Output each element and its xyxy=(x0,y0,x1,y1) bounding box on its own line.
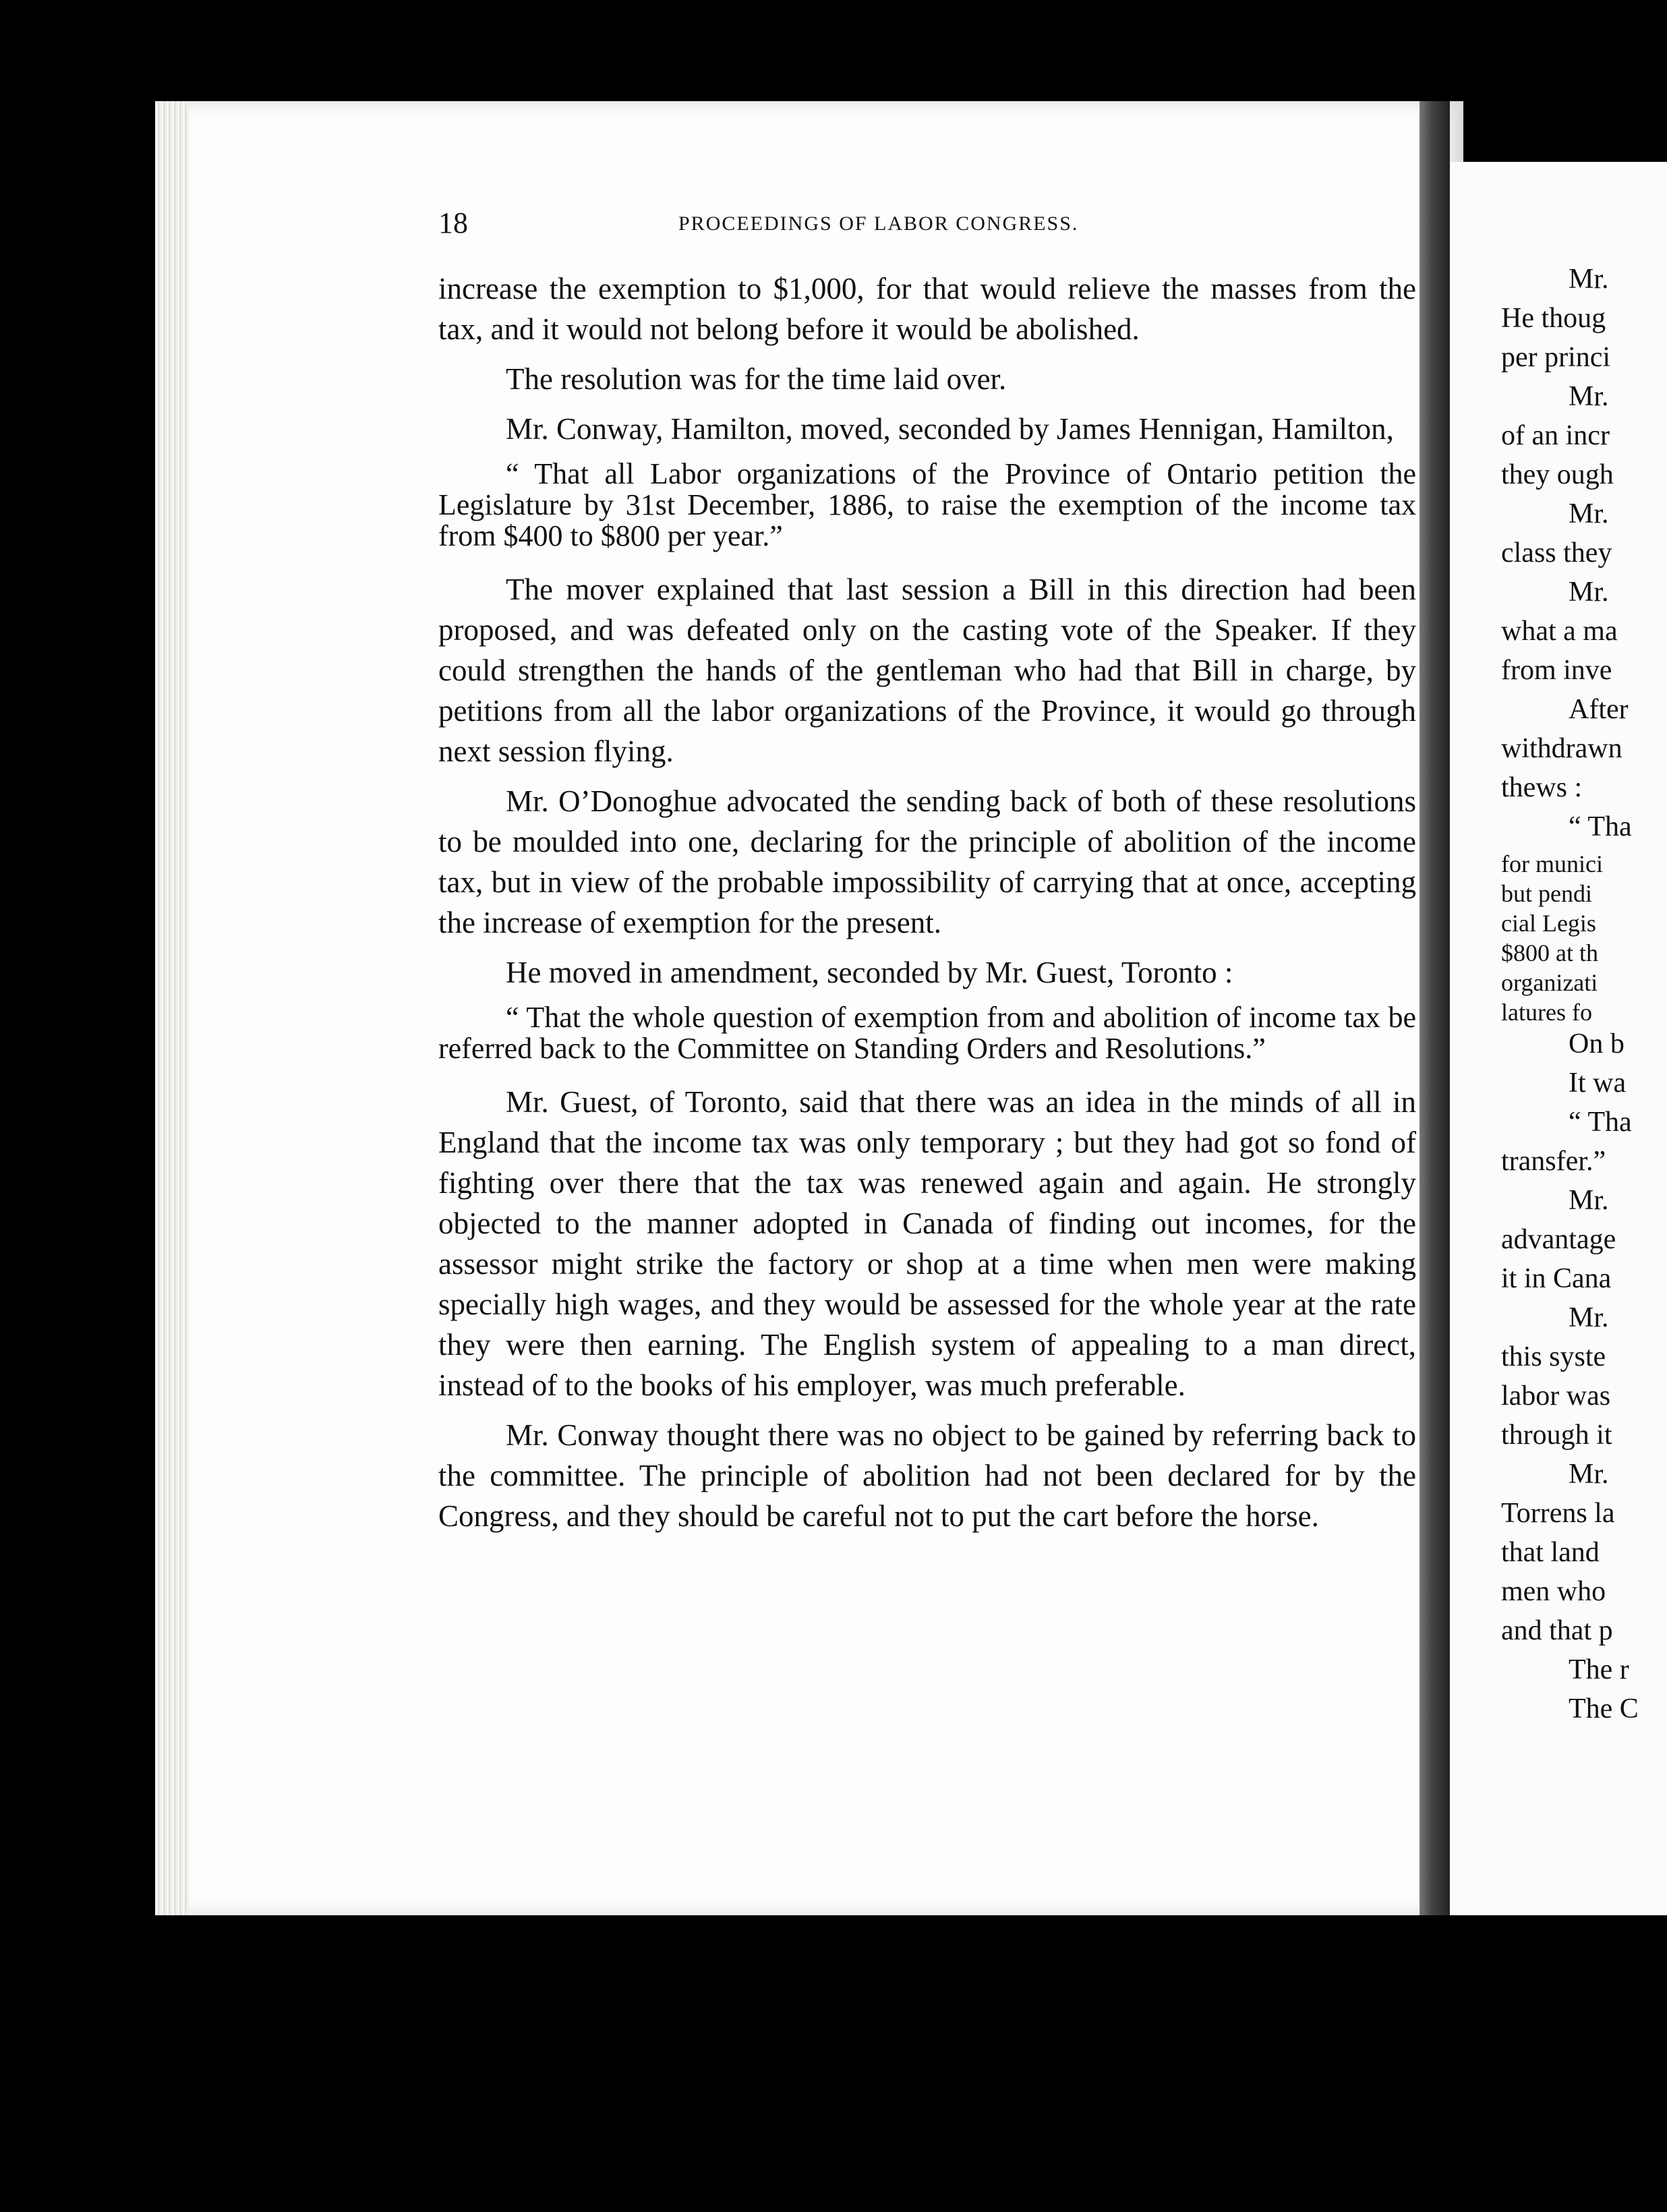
right-page-line: through it xyxy=(1501,1420,1612,1451)
right-page-line: cial Legis xyxy=(1501,910,1596,937)
right-page-line: this syste xyxy=(1501,1341,1606,1372)
paragraph-10: Mr. Conway thought there was no object to be gained by referring back to the committee. The principle of abolition had not been declared for by the Congress, and they should be careful not to put the cart before the horse. xyxy=(438,1418,1416,1533)
right-page-line: After xyxy=(1569,694,1629,725)
quoted-resolution-2: “ That the whole question of exemption from and abolition of income tax be referred back to the Committee on Standing Orders and Resolutions.” xyxy=(438,1001,1416,1065)
right-page-line: organizati xyxy=(1501,969,1598,996)
right-page-line: $800 at th xyxy=(1501,939,1598,966)
right-page-line: but pendi xyxy=(1501,880,1592,907)
right-book-page xyxy=(1450,162,1667,1915)
right-page-line: Mr. xyxy=(1569,1302,1609,1333)
right-page-line: On b xyxy=(1569,1028,1625,1059)
right-page-line: Mr. xyxy=(1569,1459,1609,1490)
paragraph-7: He moved in amendment, seconded by Mr. Guest, Toronto : xyxy=(506,956,1233,989)
right-page-line: Mr. xyxy=(1569,381,1609,412)
right-page-line: of an incr xyxy=(1501,420,1610,451)
paragraph-2: The resolution was for the time laid over. xyxy=(506,362,1007,396)
right-page-line: and that p xyxy=(1501,1615,1613,1646)
right-page-line: for munici xyxy=(1501,850,1603,877)
right-page-line: thews : xyxy=(1501,772,1583,803)
right-page-line: “ Tha xyxy=(1569,811,1632,842)
right-page-line: labor was xyxy=(1501,1380,1611,1411)
page-number: 18 xyxy=(438,206,468,239)
right-page-line: “ Tha xyxy=(1569,1107,1632,1138)
right-page-line: they ough xyxy=(1501,459,1614,490)
right-page-line: from inve xyxy=(1501,655,1612,686)
right-page-line: latures fo xyxy=(1501,999,1592,1026)
right-page-line: The r xyxy=(1569,1654,1629,1685)
right-page-line: withdrawn xyxy=(1501,733,1622,764)
book-gutter xyxy=(1420,101,1450,1915)
paragraph-5: The mover explained that last session a Bill in this direction had been proposed, and was defeated only on the casting vote of the Speaker. If they could strengthen the hands of the gentleman who had that Bill in charge, by petitions from all the labor organizations of the Province, it would go through next session flying. xyxy=(438,573,1416,768)
right-page-line: Mr. xyxy=(1569,264,1609,295)
paragraph-1: increase the exemption to $1,000, for that would relieve the masses from the tax, and it would not belong before it would be abolished. xyxy=(438,272,1416,346)
right-page-line: it in Cana xyxy=(1501,1263,1612,1294)
right-page-line: The C xyxy=(1569,1693,1639,1724)
right-page-line: advantage xyxy=(1501,1224,1616,1255)
page-edges xyxy=(155,101,189,1915)
right-page-line: Torrens la xyxy=(1501,1498,1615,1529)
right-page-line: that land xyxy=(1501,1537,1600,1568)
right-page-line: Mr. xyxy=(1569,1185,1609,1216)
right-page-line: class they xyxy=(1501,537,1612,569)
page-header xyxy=(438,206,1382,246)
paragraph-3: Mr. Conway, Hamilton, moved, seconded by James Hennigan, Hamilton, xyxy=(506,412,1394,446)
running-head: PROCEEDINGS OF LABOR CONGRESS. xyxy=(678,212,1079,235)
right-page-line: transfer.” xyxy=(1501,1146,1606,1177)
right-page-line: He thoug xyxy=(1501,303,1606,334)
left-page-body xyxy=(438,268,1416,1546)
right-page-line: men who xyxy=(1501,1576,1606,1607)
right-page-line: per princi xyxy=(1501,342,1611,373)
paragraph-9: Mr. Guest, of Toronto, said that there was an idea in the minds of all in England that the income tax was only temporary ; but they had got so fond of fighting over there that the tax was renewed again and again. He strongly objected to the manner adopted in Canada of finding out incomes, for the assessor might strike the factory or shop at a time when men were making specially high wages, and they would be assessed for the whole year at the rate they were then earning. The English system of appealing to a man direct, instead of to the books of his employer, was much preferable. xyxy=(438,1085,1416,1402)
right-page-line: Mr. xyxy=(1569,498,1609,529)
right-page-line: It wa xyxy=(1569,1068,1627,1099)
right-page-line: Mr. xyxy=(1569,577,1609,608)
quoted-resolution-1: “ That all Labor organizations of the Province of Ontario petition the Legislature by 31st December, 1886, to raise the exemption of the income tax from $400 to $800 per year.” xyxy=(438,457,1416,552)
right-page-line: what a ma xyxy=(1501,616,1618,647)
paragraph-6: Mr. O’Donoghue advocated the sending back of both of these resolutions to be moulded into one, declaring for the principle of abolition of the income tax, but in view of the probable impossibility of carrying that at once, accepting the increase of exemption for the present. xyxy=(438,784,1416,939)
right-page-text xyxy=(1477,263,1639,1732)
